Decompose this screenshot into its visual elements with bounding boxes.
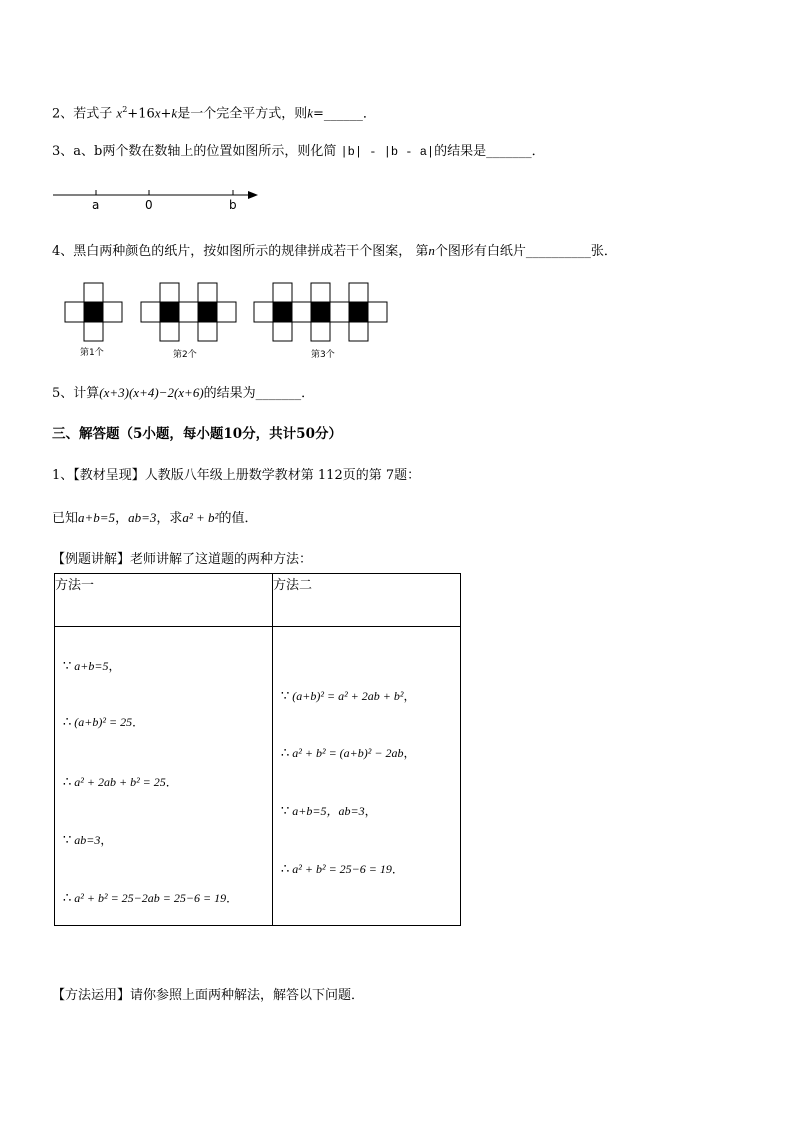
caption-2: 第2个 bbox=[173, 350, 197, 360]
q2-suffix: 是一个完全平方式，则 bbox=[177, 106, 308, 122]
label-b: b bbox=[229, 198, 237, 212]
q2-blank: =______． bbox=[313, 106, 376, 122]
tile-pattern-figure bbox=[60, 282, 400, 364]
q4-blank: 个图形有白纸片__________张． bbox=[434, 244, 617, 259]
given-eq2: ab=3 bbox=[128, 510, 157, 525]
m2-step-3: ∵ a+b=5，ab=3， bbox=[281, 804, 377, 819]
method-use: 【方法运用】请你参照上面两种解法，解答以下问题． bbox=[52, 988, 365, 1003]
q2-expr-plus: + bbox=[160, 106, 172, 122]
given-suffix: 的值． bbox=[218, 511, 258, 526]
given-sep: ， bbox=[115, 511, 129, 526]
q3-expr: |b| - |b - a| bbox=[340, 145, 435, 159]
pattern-1 bbox=[65, 283, 122, 341]
q3-text: 3、a、b两个数在数轴上的位置如图所示，则化简 bbox=[52, 144, 337, 159]
m1-step-4: ∵ ab=3， bbox=[63, 833, 113, 848]
problem-1-intro: 1、【教材呈现】人教版八年级上册数学教材第 112页的第 7题： bbox=[52, 468, 421, 483]
q2-expr-x2: x bbox=[154, 105, 161, 121]
m2-step-2: ∴ a² + b² = (a+b)² − 2ab， bbox=[281, 746, 416, 761]
number-line-figure bbox=[50, 184, 265, 214]
q4-text: 4、黑白两种颜色的纸片，按如图所示的规律拼成若干个图案， 第 bbox=[52, 244, 429, 259]
q2-k: k bbox=[307, 105, 313, 121]
label-zero: 0 bbox=[145, 198, 153, 212]
caption-1: 第1个 bbox=[80, 348, 104, 358]
q2-expr-x: x bbox=[116, 105, 123, 121]
q2-prefix: 2、若式子 bbox=[52, 106, 113, 122]
methods-table bbox=[54, 573, 461, 926]
m1-step-3: ∴ a² + 2ab + b² = 25． bbox=[63, 775, 178, 790]
given-target: a² + b² bbox=[182, 510, 219, 525]
q4-n: n bbox=[428, 243, 435, 258]
caption-3: 第3个 bbox=[311, 350, 335, 360]
m1-step-1: ∵ a+b=5， bbox=[63, 659, 121, 674]
section-3-title: 三、解答题（5小题，每小题10分，共计50分） bbox=[52, 426, 342, 442]
m1-step-5: ∴ a² + b² = 25−2ab = 25−6 = 19． bbox=[63, 891, 239, 906]
pattern-2 bbox=[141, 283, 236, 341]
m2-step-4: ∴ a² + b² = 25−6 = 19． bbox=[281, 862, 404, 877]
question-2: 2、若式子 $x^2+16x+k$是一个完全平方式，则k=______． bbox=[52, 105, 376, 122]
given-eq1: a+b=5 bbox=[78, 510, 116, 525]
method-1-header: 方法一 bbox=[55, 574, 273, 627]
q3-blank: 的结果是_______． bbox=[434, 144, 545, 159]
m1-step-2: ∴ (a+b)² = 25． bbox=[63, 715, 145, 730]
method-2-cell bbox=[273, 627, 461, 926]
pattern-3 bbox=[254, 283, 387, 341]
number-line-arrow bbox=[248, 191, 258, 199]
m2-step-1: ∵ (a+b)² = a² + 2ab + b²， bbox=[281, 689, 416, 704]
problem-1-given bbox=[52, 508, 257, 529]
q2-expr-16: +16 bbox=[127, 106, 155, 122]
question-4 bbox=[52, 241, 617, 262]
given-prefix: 已知 bbox=[52, 511, 79, 526]
question-3 bbox=[52, 142, 545, 162]
q5-text: 5、计算 bbox=[52, 386, 100, 401]
method-2-header: 方法二 bbox=[273, 574, 461, 627]
q5-blank: 的结果为_______． bbox=[203, 386, 315, 401]
q5-expr: (x+3)(x+4)−2(x+6) bbox=[99, 385, 204, 400]
example-heading: 【例题讲解】老师讲解了这道题的两种方法： bbox=[52, 552, 313, 567]
given-ask: ，求 bbox=[156, 511, 183, 526]
method-1-cell bbox=[55, 627, 273, 926]
question-5 bbox=[52, 383, 314, 404]
q2-expr-k: k bbox=[171, 105, 178, 121]
label-a: a bbox=[92, 198, 100, 212]
